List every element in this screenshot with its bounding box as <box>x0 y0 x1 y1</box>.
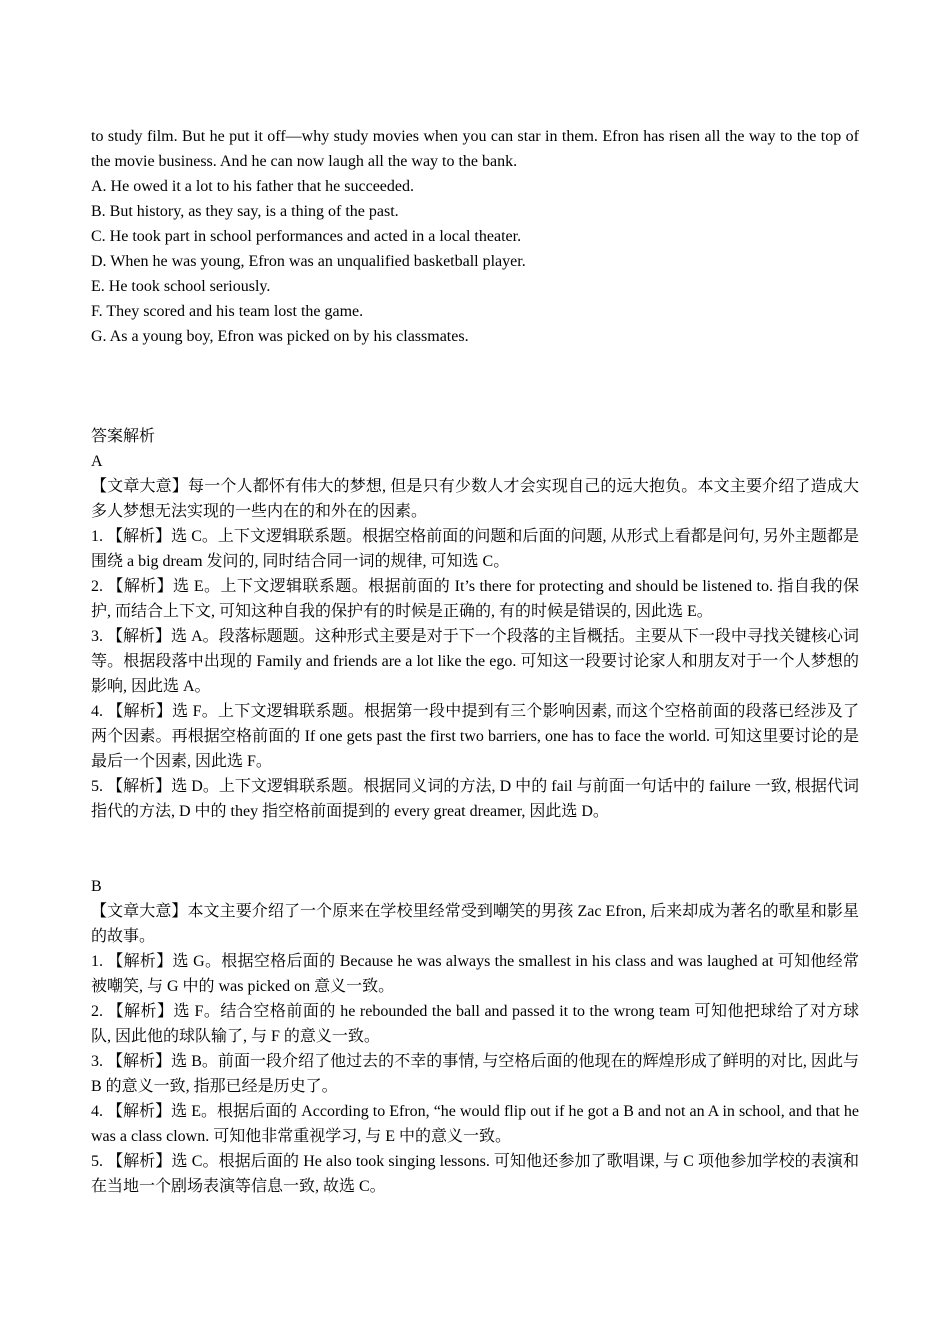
option-d: D. When he was young, Efron was an unqualified basketball player. <box>91 253 526 270</box>
section-a-item-3: 3. 【解析】选 A。段落标题题。这种形式主要是对于下一个段落的主旨概括。主要从下一段中寻找关键核心词等。根据段落中出现的 Family and friends are a lot like the ego. 可知这一段要讨论家人和朋友对于一个人梦想的影响, 因此选 A。 <box>91 628 859 695</box>
section-b-item-1: 1. 【解析】选 G。根据空格后面的 Because he was always the smallest in his class and was laughed at 可知他经常被嘲笑, 与 G 中的 was picked on 意义一致。 <box>91 953 859 995</box>
option-f: F. They scored and his team lost the game. <box>91 303 364 320</box>
option-a: A. He owed it a lot to his father that he succeeded. <box>91 178 414 195</box>
option-g: G. As a young boy, Efron was picked on by his classmates. <box>91 328 469 345</box>
section-b-label: B <box>91 878 102 895</box>
section-b-item-3: 3. 【解析】选 B。前面一段介绍了他过去的不幸的事情, 与空格后面的他现在的辉煌形成了鲜明的对比, 因此与 B 的意义一致, 指那已经是历史了。 <box>91 1053 859 1095</box>
section-a-label: A <box>91 453 103 470</box>
section-a <box>91 449 859 824</box>
option-e: E. He took school seriously. <box>91 278 271 295</box>
section-b-item-5: 5. 【解析】选 C。根据后面的 He also took singing lessons. 可知他还参加了歌唱课, 与 C 项他参加学校的表演和在当地一个剧场表演等信息一致, 故选 C。 <box>91 1153 859 1195</box>
option-c: C. He took part in school performances and acted in a local theater. <box>91 228 522 245</box>
section-a-summary: 【文章大意】每一个人都怀有伟大的梦想, 但是只有少数人才会实现自己的远大抱负。本文主要介绍了造成大多人梦想无法实现的一些内在的和外在的因素。 <box>91 478 859 520</box>
section-a-item-4: 4. 【解析】选 F。上下文逻辑联系题。根据第一段中提到有三个影响因素, 而这个空格前面的段落已经涉及了两个因素。再根据空格前面的 If one gets past the first two barriers, one has to face the world. 可知这里要讨论的是最后一个因素, 因此选 F。 <box>91 703 859 770</box>
section-b-summary: 【文章大意】本文主要介绍了一个原来在学校里经常受到嘲笑的男孩 Zac Efron, 后来却成为著名的歌星和影星的故事。 <box>91 903 859 945</box>
section-a-item-1: 1. 【解析】选 C。上下文逻辑联系题。根据空格前面的问题和后面的问题, 从形式上看都是问句, 另外主题都是围绕 a big dream 发问的, 同时结合同一词的规律, 可知选 C。 <box>91 528 859 570</box>
section-b-item-4: 4. 【解析】选 E。根据后面的 According to Efron, “he would flip out if he got a B and not an A in school, and that he was a class clown. 可知他非常重视学习, 与 E 中的意义一致。 <box>91 1103 859 1145</box>
section-b-item-2: 2. 【解析】选 F。结合空格前面的 he rebounded the ball and passed it to the wrong team 可知他把球给了对方球队, 因此他的球队输了, 与 F 的意义一致。 <box>91 1003 859 1045</box>
section-a-item-5: 5. 【解析】选 D。上下文逻辑联系题。根据同义词的方法, D 中的 fail 与前面一句话中的 failure 一致, 根据代词指代的方法, D 中的 they 指空格前面提到的 every great dreamer, 因此选 D。 <box>91 778 859 820</box>
spacer <box>91 824 859 874</box>
options-list <box>91 174 859 349</box>
passage-tail: to study film. But he put it off—why study movies when you can star in them. Efron has risen all the way to the top of the movie business. And he can now laugh all the way to the bank. <box>91 128 859 170</box>
section-a-item-2: 2. 【解析】选 E。上下文逻辑联系题。根据前面的 It’s there for protecting and should be listened to. 指自我的保护, 而结合上下文, 可知这种自我的保护有的时候是正确的, 有的时候是错误的, 因此选 E。 <box>91 578 859 620</box>
answer-heading: 答案解析 <box>91 428 156 445</box>
spacer <box>91 349 859 424</box>
document-page <box>91 124 859 1199</box>
section-b <box>91 874 859 1199</box>
option-b: B. But history, as they say, is a thing of the past. <box>91 203 399 220</box>
